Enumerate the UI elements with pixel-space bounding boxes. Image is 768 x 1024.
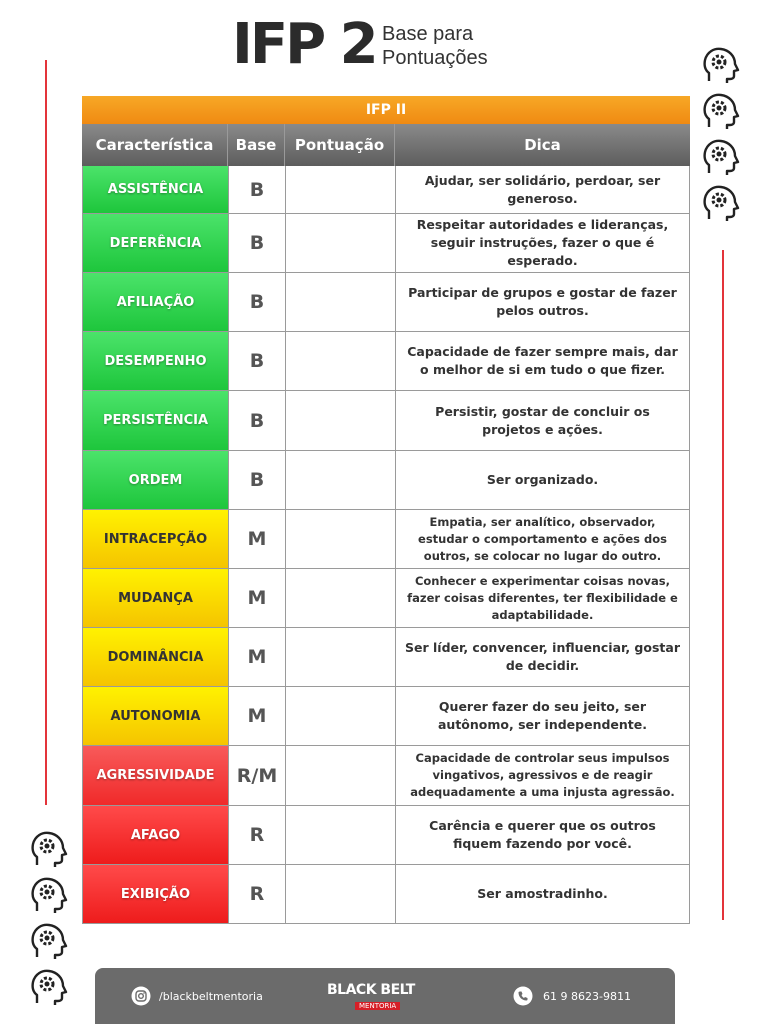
tip-cell: Ser organizado. [395,451,690,509]
tip-cell: Ajudar, ser solidário, perdoar, ser generoso. [395,166,690,213]
brain-gear-head-icon [28,875,68,915]
instagram-handle: /blackbeltmentoria [159,989,263,1003]
brain-gear-head-icon [28,967,68,1007]
brain-gear-head-icon [700,91,740,131]
tip-cell: Querer fazer do seu jeito, ser autônomo, ser independente. [395,687,690,745]
score-cell[interactable] [285,273,395,331]
characteristic-cell: AFAGO [82,806,228,864]
score-cell[interactable] [285,746,395,805]
table-row [82,628,690,687]
logo-sub-text: MENTORIA [355,1002,400,1010]
decor-line-left [45,60,47,805]
base-cell: B [228,332,285,390]
base-cell: R [228,865,285,923]
table-row [82,687,690,746]
whatsapp-phone-icon [513,986,533,1006]
table-row [82,569,690,628]
characteristic-cell: ASSISTÊNCIA [82,166,228,213]
brain-gear-head-icon [28,921,68,961]
score-cell[interactable] [285,806,395,864]
footer-phone[interactable] [513,986,631,1006]
characteristic-cell: PERSISTÊNCIA [82,391,228,450]
characteristic-cell: DOMINÂNCIA [82,628,228,686]
brain-gear-head-icon [700,45,740,85]
base-cell: R/M [228,746,285,805]
base-cell: B [228,166,285,213]
brain-gear-head-icon [700,137,740,177]
logo-main-text: BLACK BELT [327,982,415,998]
score-cell[interactable] [285,451,395,509]
base-cell: B [228,391,285,450]
score-cell[interactable] [285,332,395,390]
table-body [82,166,690,924]
header-characteristic: Característica [82,124,228,166]
base-cell: M [228,628,285,686]
score-cell[interactable] [285,166,395,213]
score-cell[interactable] [285,391,395,450]
brand-logo [327,982,439,1012]
tip-cell: Persistir, gostar de concluir os projetos e ações. [395,391,690,450]
table-row [82,166,690,214]
score-cell[interactable] [285,510,395,568]
tip-cell: Conhecer e experimentar coisas novas, fazer coisas diferentes, ter flexibilidade e adaptabilidade. [395,569,690,627]
table-row [82,865,690,924]
ifp-table [82,96,690,924]
score-cell[interactable] [285,569,395,627]
table-row [82,451,690,510]
tip-cell: Capacidade de fazer sempre mais, dar o melhor de si em tudo o que fizer. [395,332,690,390]
brain-gear-head-icon [700,183,740,223]
score-cell[interactable] [285,628,395,686]
base-cell: B [228,451,285,509]
table-title: IFP II [82,96,690,124]
base-cell: B [228,273,285,331]
page-subtitle [382,22,488,70]
head-icons-right [700,45,740,229]
characteristic-cell: AUTONOMIA [82,687,228,745]
head-icons-left [28,829,68,1013]
characteristic-cell: MUDANÇA [82,569,228,627]
instagram-icon [131,986,151,1006]
header-base: Base [228,124,285,166]
characteristic-cell: EXIBIÇÃO [82,865,228,923]
footer-instagram[interactable] [131,986,263,1006]
tip-cell: Respeitar autoridades e lideranças, seguir instruções, fazer o que é esperado. [395,214,690,272]
table-header [82,124,690,166]
characteristic-cell: AGRESSIVIDADE [82,746,228,805]
decor-line-right [722,250,724,920]
base-cell: M [228,687,285,745]
characteristic-cell: AFILIAÇÃO [82,273,228,331]
characteristic-cell: ORDEM [82,451,228,509]
brain-gear-head-icon [28,829,68,869]
tip-cell: Carência e querer que os outros fiquem fazendo por você. [395,806,690,864]
score-cell[interactable] [285,214,395,272]
score-cell[interactable] [285,865,395,923]
table-row [82,214,690,273]
score-cell[interactable] [285,687,395,745]
table-row [82,391,690,451]
base-cell: B [228,214,285,272]
page-title: IFP 2 [232,12,376,77]
header-score: Pontuação [285,124,395,166]
base-cell: R [228,806,285,864]
base-cell: M [228,569,285,627]
header-tip: Dica [524,136,561,154]
base-cell: M [228,510,285,568]
tip-cell: Empatia, ser analítico, observador, estudar o comportamento e ações dos outros, se colocar no lugar do outro. [395,510,690,568]
footer-bar [95,968,675,1024]
characteristic-cell: DESEMPENHO [82,332,228,390]
table-row [82,332,690,391]
characteristic-cell: DEFERÊNCIA [82,214,228,272]
phone-number: 61 9 8623-9811 [543,989,631,1003]
table-row [82,806,690,865]
tip-cell: Ser amostradinho. [395,865,690,923]
table-row [82,510,690,569]
table-row [82,273,690,332]
tip-cell: Ser líder, convencer, influenciar, gostar de decidir. [395,628,690,686]
subtitle-line-1: Base para [382,23,474,45]
subtitle-line-2: Pontuações [382,47,488,69]
table-row [82,746,690,806]
tip-cell: Participar de grupos e gostar de fazer pelos outros. [395,273,690,331]
tip-cell: Capacidade de controlar seus impulsos vingativos, agressivos e de reagir adequadamente a uma injusta agressão. [395,746,690,805]
characteristic-cell: INTRACEPÇÃO [82,510,228,568]
